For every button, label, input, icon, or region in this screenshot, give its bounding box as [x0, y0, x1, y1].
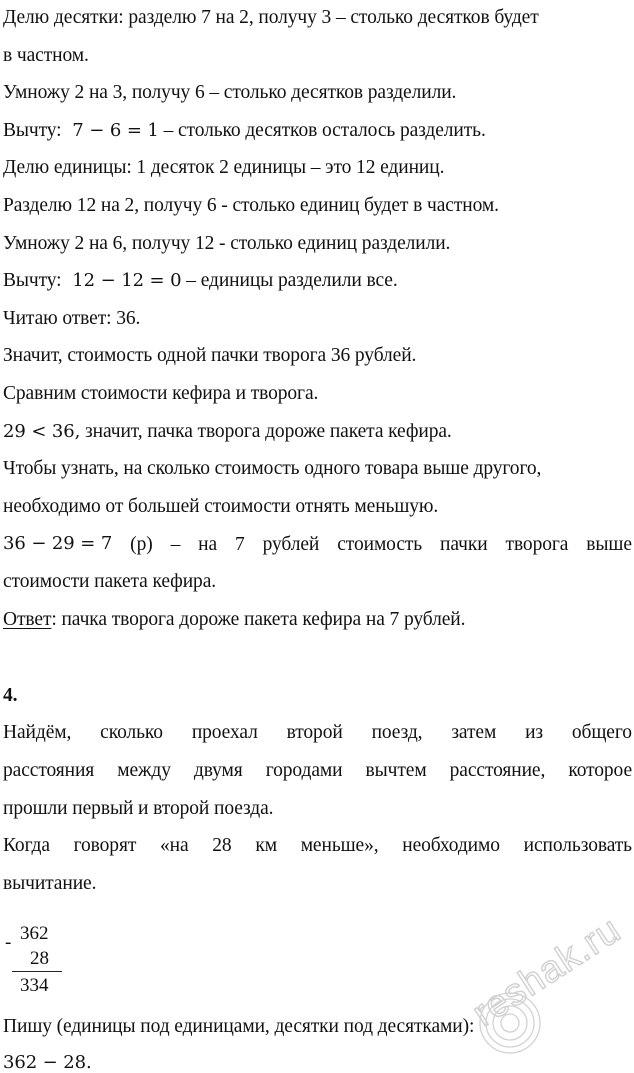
math-expression: 362 − 28. — [3, 1052, 92, 1073]
minus-sign: - — [5, 932, 12, 953]
reshak-watermark-logo — [440, 905, 634, 1065]
text-line: Делю единицы: 1 десяток 2 единицы – это 12 единиц. — [3, 157, 445, 178]
text-line-justified: Найдём, сколько проехал второй поезд, затем из общего — [3, 722, 632, 743]
text-line: Читаю ответ: 36. — [3, 308, 141, 329]
difference: 334 — [20, 975, 49, 996]
text-line: Разделю 12 на 2, получу 6 - столько единиц будет в частном. — [3, 195, 499, 216]
text-line-justified: 36 − 29 = 7 (р) – на 7 рублей стоимость пачки творога выше — [3, 533, 632, 555]
result-bar — [12, 971, 62, 972]
text-line: Умножу 2 на 6, получу 12 - столько единиц разделили. — [3, 233, 451, 254]
text-line: стоимости пакета кефира. — [3, 571, 217, 592]
minuend: 362 — [20, 923, 49, 944]
text-line: вычитание. — [3, 873, 97, 894]
text-line: Пишу (единицы под единицами, десятки под десятками): — [3, 1016, 475, 1037]
text-line: Умножу 2 на 3, получу 6 – столько десятков разделили. — [3, 82, 457, 103]
text-line-justified: расстояния между двумя городами вычтем расстояние, которое — [3, 760, 632, 781]
answer-label: Ответ — [3, 609, 52, 630]
text-line: прошли первый и второй поезда. — [3, 798, 274, 819]
text-line: Делю десятки: разделю 7 на 2, получу 3 – столько десятков будет — [3, 7, 539, 28]
math-expression: 7 − 6 = 1 — [72, 120, 159, 141]
text-line — [3, 1053, 632, 1073]
text-line: в частном. — [3, 45, 89, 66]
text-line: Сравним стоимости кефира и творога. — [3, 383, 319, 404]
text-line: Вычту: 12 − 12 = 0 – единицы разделили все. — [3, 270, 398, 291]
math-expression: 12 − 12 = 0 — [72, 270, 182, 291]
text-line: Вычту: 7 − 6 = 1 – столько десятков осталось разделить. — [3, 120, 486, 141]
text-line: 29 < 36, значит, пачка творога дороже пакета кефира. — [3, 421, 452, 442]
answer-line: Ответ: пачка творога дороже пакета кефира на 7 рублей. — [3, 609, 466, 630]
text-line: Значит, стоимость одной пачки творога 36 рублей. — [3, 345, 417, 366]
text-line: Чтобы узнать, на сколько стоимость одного товара выше другого, — [3, 458, 542, 479]
task-number: 4. — [3, 685, 18, 706]
subtrahend: 28 — [30, 948, 49, 969]
text-line: необходимо от большей стоимости отнять меньшую. — [3, 496, 439, 517]
math-expression: 36 − 29 = 7 — [3, 533, 113, 554]
math-expression: 29 < 36, — [3, 421, 81, 442]
svg-text:reshak.ru: reshak.ru — [465, 908, 629, 1036]
text-line-justified: Когда говорят «на 28 км меньше», необходимо использовать — [3, 835, 632, 856]
